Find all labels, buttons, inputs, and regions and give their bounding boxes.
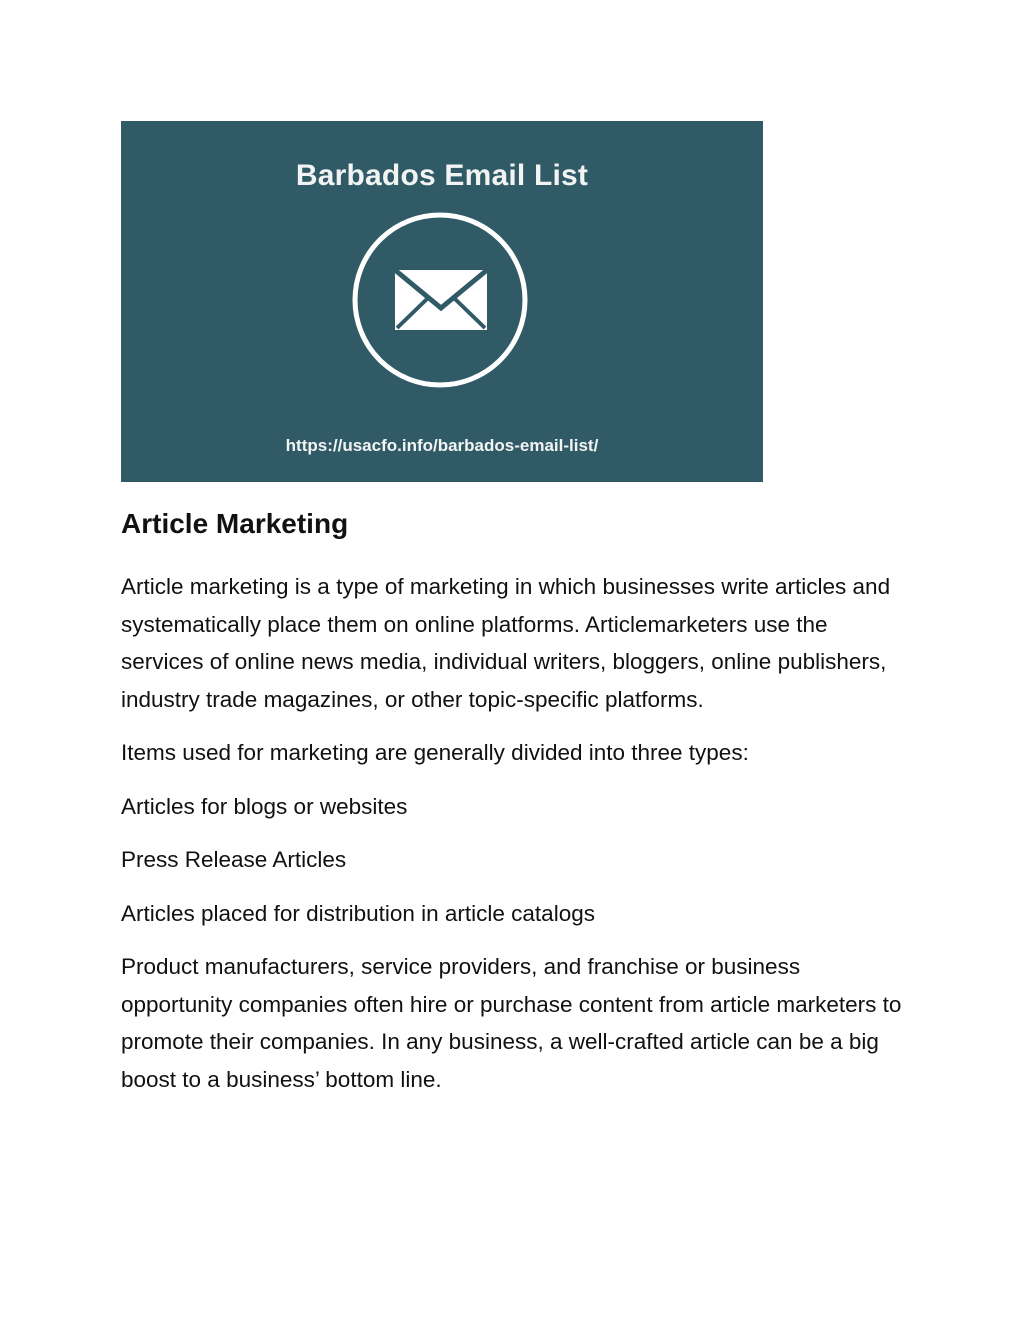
types-intro-paragraph: Items used for marketing are generally divided into three types:: [121, 740, 749, 765]
banner-image: [121, 121, 763, 482]
banner-title: Barbados Email List: [295, 159, 589, 192]
intro-paragraph: Article marketing is a type of marketing in which businesses write articles and systematically place them on online platforms. Articlemarketers use the services of online news media, individual writers, bloggers, online publishers, industry trade magazines, or other topic-specific platforms.: [121, 574, 891, 712]
envelope-icon: [352, 212, 528, 388]
type-item-blogs: Articles for blogs or websites: [121, 793, 408, 819]
article-heading: Article Marketing: [121, 508, 349, 539]
banner-url: https://usacfo.info/barbados-email-list/: [285, 436, 599, 455]
closing-paragraph: Product manufacturers, service providers, and franchise or business opportunity companies often hire or purchase content from article marketers to promote their companies. In any business, a well-crafted article can be a big boost to a business’ bottom line.: [121, 954, 902, 1092]
article-body: [121, 500, 911, 1114]
type-item-press-release: Press Release Articles: [121, 847, 347, 872]
type-item-catalogs: Articles placed for distribution in article catalogs: [121, 900, 595, 926]
